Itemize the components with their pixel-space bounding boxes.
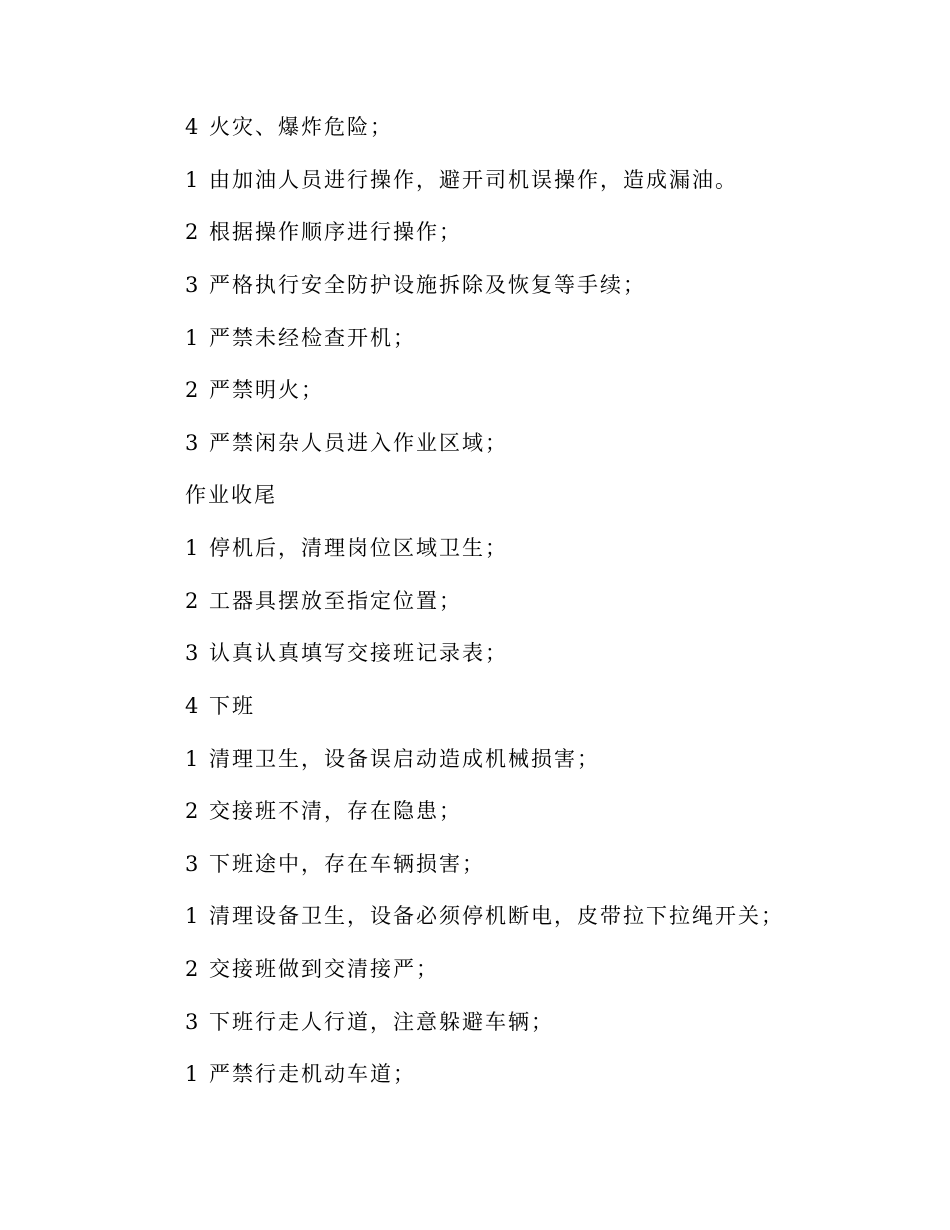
text-line: 1 严禁未经检查开机； <box>185 326 417 350</box>
text-line: 1 清理卫生，设备误启动造成机械损害； <box>185 747 601 771</box>
text-line: 3 严禁闲杂人员进入作业区域； <box>185 431 509 455</box>
text-line: 1 停机后，清理岗位区域卫生； <box>185 536 509 560</box>
text-line: 4 火灾、爆炸危险； <box>185 115 394 139</box>
text-line: 3 下班途中，存在车辆损害； <box>185 852 486 876</box>
text-line: 2 工器具摆放至指定位置； <box>185 589 463 613</box>
text-line: 1 清理设备卫生，设备必须停机断电，皮带拉下拉绳开关； <box>185 904 785 928</box>
text-line: 2 交接班不清，存在隐患； <box>185 799 463 823</box>
text-line: 2 根据操作顺序进行操作； <box>185 220 463 244</box>
text-line: 4 下班 <box>185 694 256 718</box>
text-line: 3 严格执行安全防护设施拆除及恢复等手续； <box>185 273 647 297</box>
text-line: 3 认真认真填写交接班记录表； <box>185 641 509 665</box>
section-heading: 作业收尾 <box>185 483 277 507</box>
text-line: 1 由加油人员进行操作，避开司机误操作，造成漏油。 <box>185 168 739 192</box>
text-line: 2 交接班做到交清接严； <box>185 957 440 981</box>
text-line: 2 严禁明火； <box>185 378 325 402</box>
text-line: 1 严禁行走机动车道； <box>185 1062 417 1086</box>
text-line: 3 下班行走人行道，注意躲避车辆； <box>185 1010 555 1034</box>
